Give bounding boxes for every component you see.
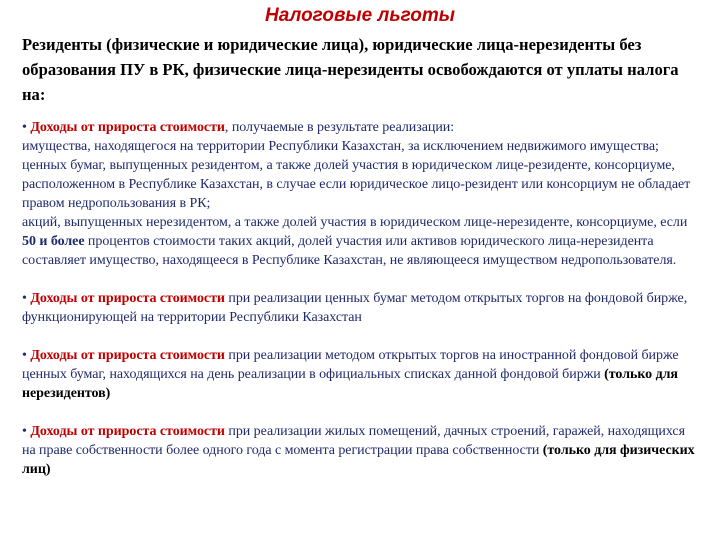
- bullet: •: [22, 120, 27, 135]
- section-heading: Доходы от прироста стоимости: [30, 348, 225, 363]
- item-text-b: процентов стоимости таких акций, долей участия или активов юридического лица-нерезидента составляет имущество, находящееся в Республике Казахстан, не являющееся имуществом недропользователя.: [22, 234, 677, 268]
- section-text: при реализации методом открытых торгов на иностранной фондовой бирже ценных бумаг, находящихся на день реализации в официальных списках данной фондовой биржи: [22, 348, 679, 382]
- section-heading: Доходы от прироста стоимости: [30, 120, 225, 135]
- section-heading: Доходы от прироста стоимости: [30, 291, 225, 306]
- section-text: при реализации ценных бумаг методом открытых торгов на фондовой бирже, функционирующей на территории Республики Казахстан: [22, 291, 688, 325]
- section-foreign-exchange: [22, 346, 700, 403]
- section-note: (только для нерезидентов): [22, 367, 678, 401]
- section-note: (только для физических лиц): [22, 443, 695, 477]
- section-domestic-exchange: [22, 289, 700, 327]
- item-property-in-kazakhstan: имущества, находящегося на территории Республики Казахстан, за исключением недвижимого имущества;: [22, 139, 659, 154]
- bullet: •: [22, 424, 27, 439]
- spacer: [22, 327, 700, 346]
- bullet: •: [22, 348, 27, 363]
- section-text: при реализации жилых помещений, дачных строений, гаражей, находящихся на праве собственности более одного года с момента регистрации права собственности: [22, 424, 685, 458]
- item-threshold: 50 и более: [22, 234, 85, 249]
- item-text-a: акций, выпущенных нерезидентом, а также долей участия в юридическом лице-нерезиденте, консорциуме, если: [22, 215, 688, 230]
- section-capital-gains-sale: [22, 118, 700, 137]
- section-heading: Доходы от прироста стоимости: [30, 424, 225, 439]
- spacer: [22, 270, 700, 289]
- item-nonresident-shares: [22, 213, 700, 270]
- slide-title: Налоговые льготы: [264, 5, 455, 26]
- item-resident-securities: ценных бумаг, выпущенных резидентом, а также долей участия в юридическом лице-резиденте, консорциуме, расположенном в Республике Казахстан, в случае если юридическое лицо-резидент или консорциум не обладает правом недропользования в РК;: [22, 158, 691, 211]
- section-residential-property: [22, 422, 700, 479]
- bullet: •: [22, 291, 27, 306]
- exemptions-list: [22, 118, 700, 479]
- section-lead: , получаемые в результате реализации:: [224, 120, 455, 135]
- spacer: [22, 403, 700, 422]
- intro-paragraph: Резиденты (физические и юридические лица), юридические лица-нерезиденты без образования ПУ в РК, физические лица-нерезиденты освобождаются от уплаты налога на:: [22, 35, 679, 104]
